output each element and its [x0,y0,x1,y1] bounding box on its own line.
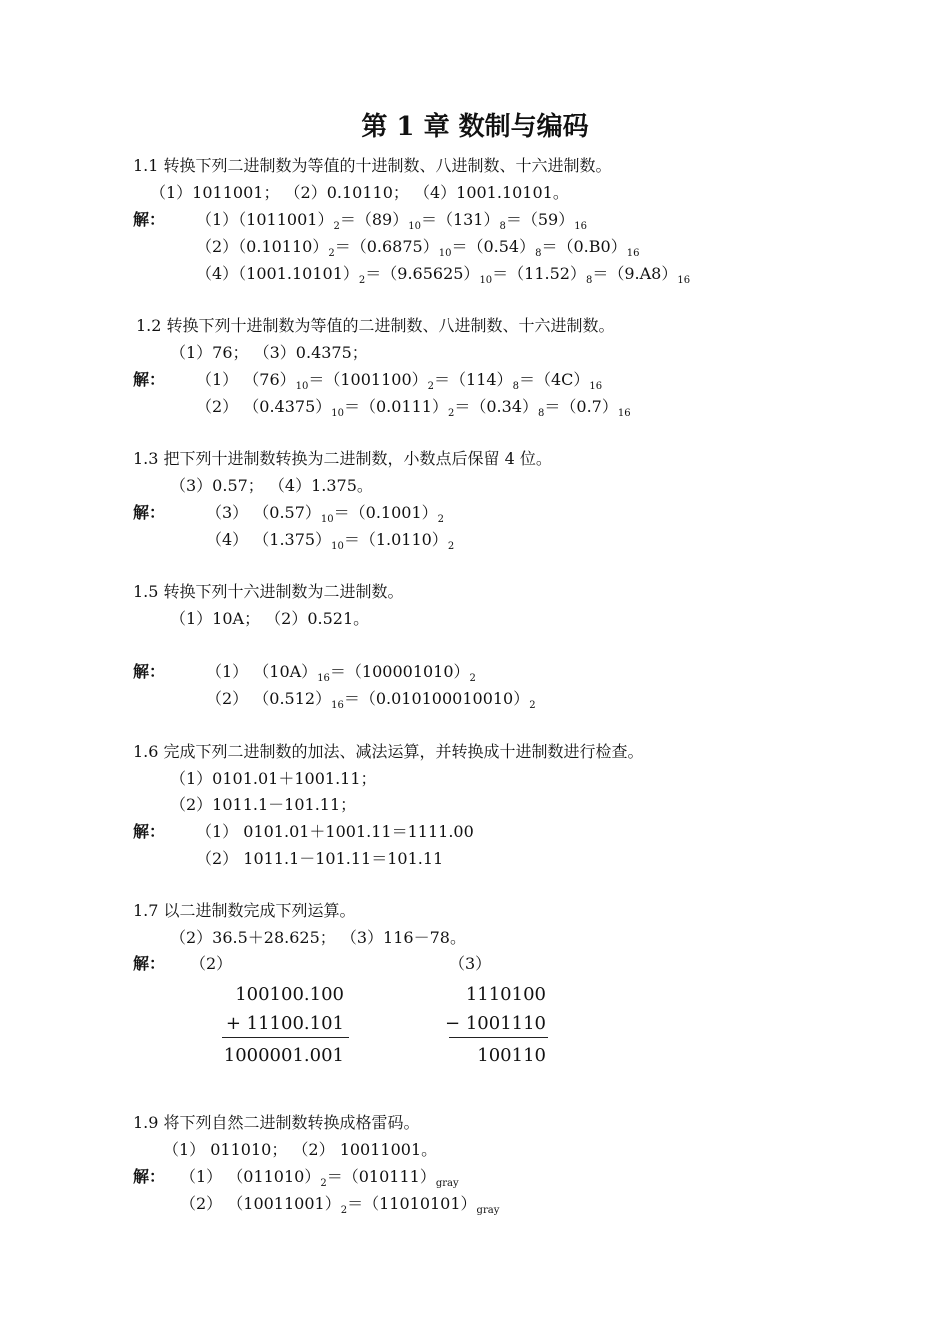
answer-line: （4） $(1.375)_{10}=(1.0110)_2$ [206,530,455,552]
solution-sublabel: （2） [190,954,233,973]
answer-line: （1） $(76)_{10}=(1001100)_2=(114)_8=(4C)_{16}$ [196,370,603,392]
solution-label: 解： [133,1167,166,1186]
question-items: （1）1011001； （2）0.10110； （4）1001.10101。 [150,183,569,202]
page-title: 第 1 章 数制与编码 [361,112,589,142]
solution-label: 解： [133,370,166,389]
solution-label: 解： [133,210,166,229]
question-item: （1）0101.01＋1001.11； [170,769,377,788]
question-items: （1） 011010； （2） 10011001。 [163,1140,438,1159]
solution-label: 解： [133,662,166,681]
subtraction-operand-bottom: − 1001110 [445,1013,546,1034]
subtraction-operand-top: 1110100 [465,984,546,1005]
solution-label: 解： [133,822,166,841]
answer-line: $(2)(0.10110)_2=(0.6875)_{10}=(0.54)_8=(0.B0)_{16}$ [196,237,640,259]
answer-line: （2） $(10011001)_2=(11010101)_{gray}$ [180,1194,500,1216]
question-heading: 1.1 转换下列二进制数为等值的十进制数、八进制数、十六进制数。 [133,156,612,175]
answer-line: （2） 1011.1－101.11＝101.11 [196,849,444,868]
addition-operand-top: 100100.100 [235,984,344,1005]
subtraction-result: 100110 [477,1045,546,1066]
question-items: （1）10A； （2）0.521。 [170,609,370,628]
question-item: （2）1011.1－101.11； [170,795,357,814]
question-heading: 1.6 完成下列二进制数的加法、减法运算，并转换成十进制数进行检查。 [133,742,644,761]
addition-rule [222,1037,349,1038]
answer-line: （1） 0101.01＋1001.11＝1111.00 [196,822,474,841]
subtraction-rule [449,1037,548,1038]
solution-sublabel: （3） [449,954,492,973]
answer-line: （2） $(0.512)_{16}=(0.010100010010)_2$ [206,689,536,711]
question-heading: 1.5 转换下列十六进制数为二进制数。 [133,582,404,601]
question-heading: 1.7 以二进制数完成下列运算。 [133,901,356,920]
answer-line: （2） $(0.4375)_{10}=(0.0111)_2=(0.34)_8=(0.7)_{16}$ [196,397,631,419]
solution-label: 解： [133,503,166,522]
answer-line: $(1)(1011001)_2=(89)_{10}=(131)_8=(59)_{16}$ [196,210,587,232]
question-heading: 1.2 转换下列十进制数为等值的二进制数、八进制数、十六进制数。 [136,316,615,335]
question-heading: 1.9 将下列自然二进制数转换成格雷码。 [133,1113,420,1132]
question-items: （2）36.5＋28.625； （3）116－78。 [170,928,466,947]
answer-line: （1） $(10A)_{16}=(100001010)_2$ [206,662,476,684]
addition-operand-bottom: + 11100.101 [225,1013,344,1034]
solution-label: 解： [133,954,166,973]
question-items: （1）76； （3）0.4375； [170,343,368,362]
answer-line: $(4)(1001.10101)_2=(9.65625)_{10}=(11.52)_8=(9.A8)_{16}$ [196,264,691,286]
question-heading: 1.3 把下列十进制数转换为二进制数，小数点后保留 4 位。 [133,449,552,468]
addition-result: 1000001.001 [223,1045,344,1066]
question-items: （3）0.57； （4）1.375。 [170,476,373,495]
answer-line: （3） $(0.57)_{10}=(0.1001)_2$ [206,503,445,525]
answer-line: （1） $(011010)_2=(010111)_{gray}$ [180,1167,459,1189]
